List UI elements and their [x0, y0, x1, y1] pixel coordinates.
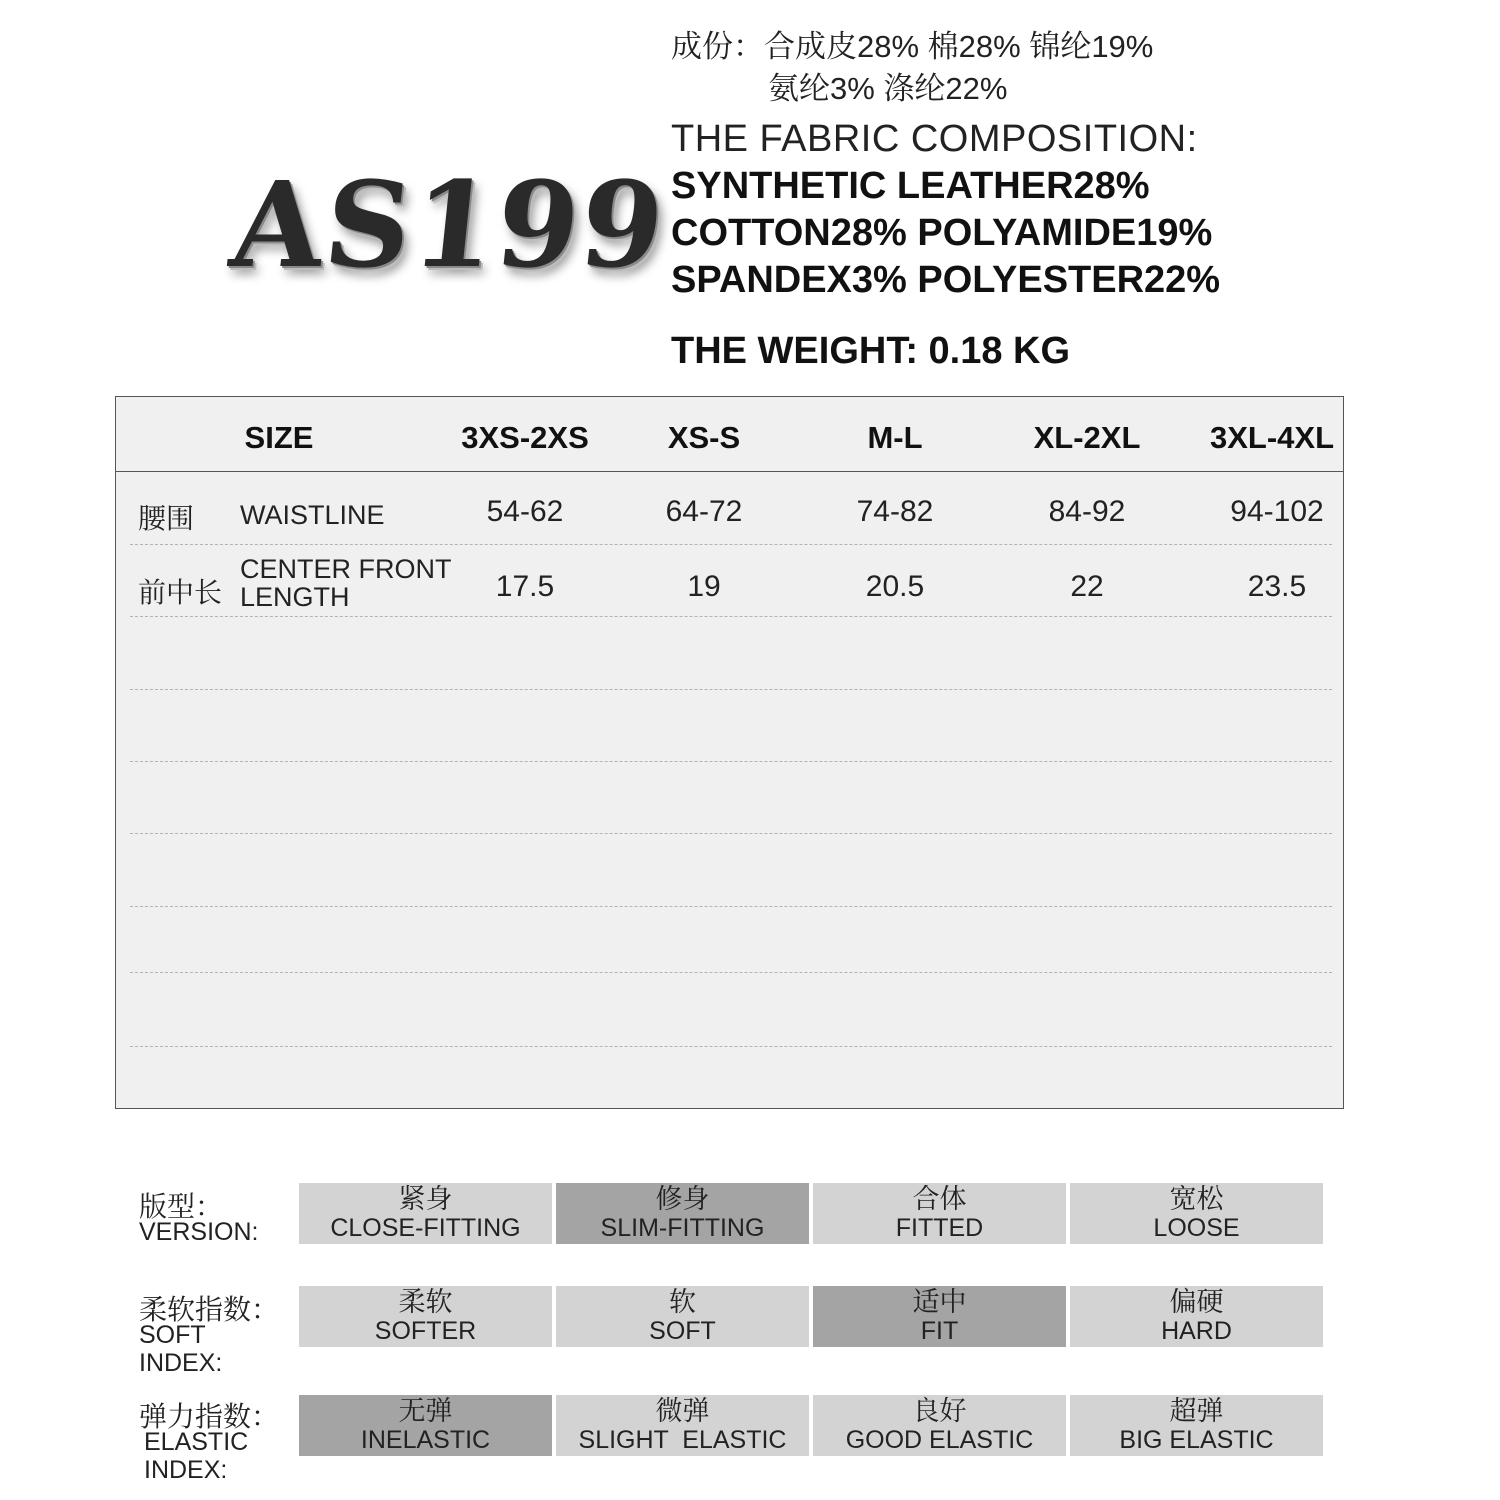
option-label-en: FIT — [920, 1317, 959, 1345]
row-label-en: WAISTLINE — [240, 500, 385, 530]
option-label-en: GOOD ELASTIC — [845, 1426, 1034, 1454]
index-label-en: SOFT — [139, 1321, 206, 1349]
index-option — [299, 1286, 552, 1347]
index-label-cn: 弹力指数： — [139, 1401, 280, 1432]
index-option — [556, 1395, 809, 1456]
row-divider — [130, 761, 1332, 762]
table-cell: 17.5 — [495, 570, 555, 603]
row-divider — [130, 906, 1332, 907]
option-label-en: LOOSE — [1153, 1214, 1240, 1242]
index-label-cn: 版型： — [139, 1191, 224, 1222]
size-header: 3XL-4XL — [1209, 420, 1335, 455]
size-table — [115, 396, 1344, 1109]
option-label-cn: 修身 — [655, 1184, 710, 1214]
row-label-cn: 前中长 — [138, 577, 223, 608]
index-option-selected — [299, 1395, 552, 1456]
table-cell: 94-102 — [1230, 495, 1324, 528]
index-label-en: VERSION: — [139, 1218, 259, 1246]
row-divider — [130, 689, 1332, 690]
composition-line1: SYNTHETIC LEATHER28% — [671, 165, 1150, 207]
option-label-cn: 适中 — [912, 1287, 967, 1317]
size-header: XL-2XL — [1033, 420, 1141, 455]
option-label-cn: 宽松 — [1169, 1184, 1224, 1214]
table-cell: 20.5 — [865, 570, 925, 603]
composition-line3: SPANDEX3% POLYESTER22% — [671, 259, 1221, 301]
index-option — [1070, 1183, 1323, 1244]
size-header: XS-S — [667, 420, 741, 455]
option-label-cn: 超弹 — [1169, 1396, 1224, 1426]
option-label-cn: 良好 — [912, 1396, 967, 1426]
index-label-en: INDEX: — [139, 1349, 223, 1377]
option-label-en: SLIGHT ELASTIC — [578, 1426, 787, 1454]
table-cell: 84-92 — [1048, 495, 1126, 528]
row-divider — [130, 544, 1332, 545]
row-label-en: CENTER FRONT — [240, 554, 452, 584]
table-cell: 54-62 — [486, 495, 564, 528]
row-divider — [130, 833, 1332, 834]
index-option-selected — [556, 1183, 809, 1244]
option-label-cn: 偏硬 — [1169, 1287, 1224, 1317]
option-label-en: HARD — [1161, 1317, 1232, 1345]
row-divider — [130, 1046, 1332, 1047]
composition-line2: COTTON28% POLYAMIDE19% — [671, 212, 1213, 254]
row-divider — [130, 972, 1332, 973]
table-cell: 23.5 — [1247, 570, 1307, 603]
size-header: 3XS-2XS — [461, 420, 589, 455]
size-table-header — [116, 397, 1343, 472]
row-label-en: LENGTH — [240, 582, 350, 612]
option-label-cn: 微弹 — [655, 1396, 710, 1426]
index-option — [1070, 1286, 1323, 1347]
index-option-selected — [813, 1286, 1066, 1347]
option-label-en: FITTED — [895, 1214, 984, 1242]
row-label-cn: 腰围 — [138, 503, 195, 534]
option-label-cn: 紧身 — [398, 1184, 453, 1214]
index-option — [299, 1183, 552, 1244]
index-label-en: INDEX: — [144, 1456, 228, 1484]
composition-heading: THE FABRIC COMPOSITION: — [671, 118, 1198, 160]
index-option — [1070, 1395, 1323, 1456]
option-label-en: SOFTER — [374, 1317, 477, 1345]
option-label-cn: 软 — [669, 1287, 696, 1317]
table-cell: 74-82 — [856, 495, 934, 528]
index-label-en: ELASTIC — [144, 1428, 249, 1456]
option-label-cn: 无弹 — [398, 1396, 453, 1426]
option-label-en: BIG ELASTIC — [1119, 1426, 1274, 1454]
size-header-label: SIZE — [244, 420, 314, 455]
index-label-cn: 柔软指数： — [139, 1294, 280, 1325]
composition-cn-line2: 氨纶3% 涤纶22% — [768, 71, 1008, 106]
option-label-en: CLOSE-FITTING — [330, 1214, 521, 1242]
table-cell: 22 — [1070, 570, 1104, 603]
table-cell: 19 — [687, 570, 721, 603]
option-label-en: SOFT — [649, 1317, 716, 1345]
index-option — [813, 1395, 1066, 1456]
index-option — [556, 1286, 809, 1347]
row-divider — [130, 616, 1332, 617]
brand-logo: AS199 — [224, 155, 673, 294]
option-label-en: SLIM-FITTING — [600, 1214, 765, 1242]
index-option — [813, 1183, 1066, 1244]
composition-cn-line1: 成份：合成皮28% 棉28% 锦纶19% — [671, 29, 1154, 64]
size-header: M-L — [867, 420, 923, 455]
option-label-en: INELASTIC — [360, 1426, 491, 1454]
option-label-cn: 合体 — [912, 1184, 967, 1214]
table-cell: 64-72 — [665, 495, 743, 528]
fabric-weight: THE WEIGHT: 0.18 KG — [671, 330, 1071, 372]
option-label-cn: 柔软 — [398, 1287, 453, 1317]
